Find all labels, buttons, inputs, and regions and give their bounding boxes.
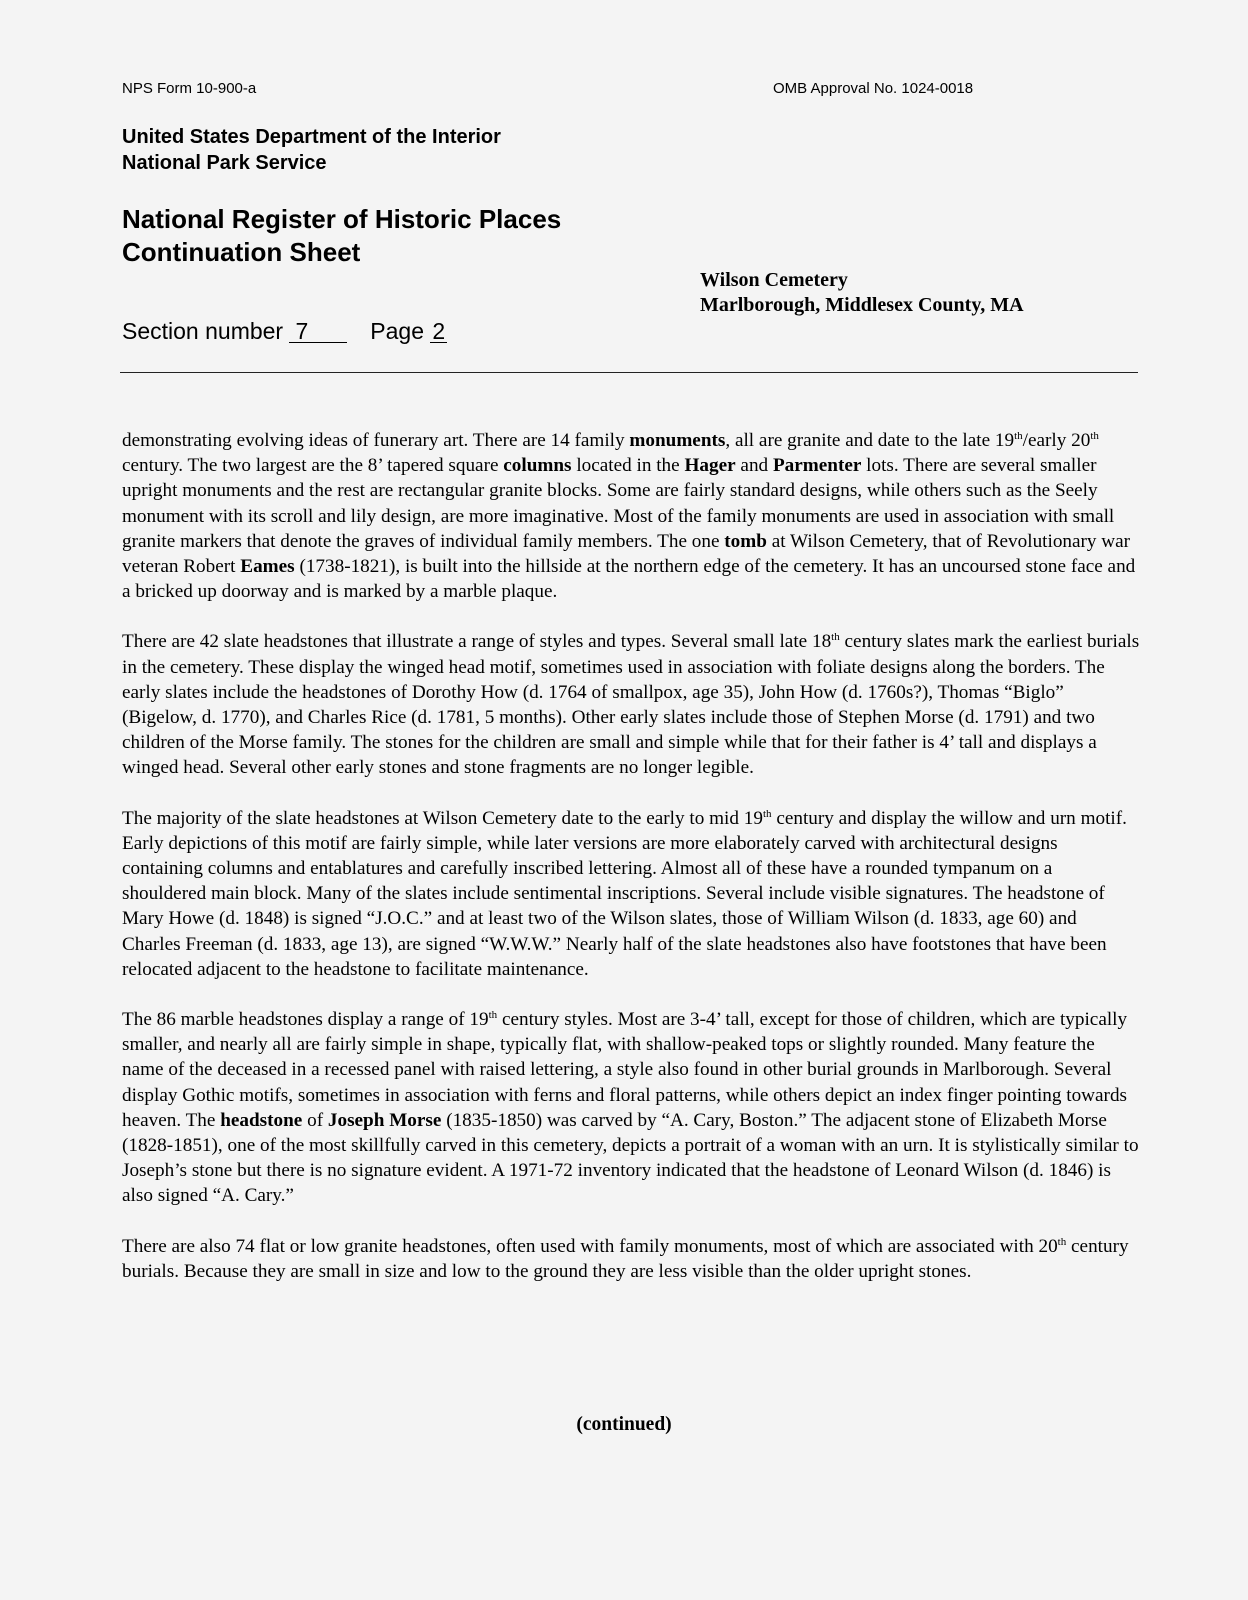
text-run: There are also 74 flat or low granite headstones, often used with family monuments, most of which are associated with 20: [122, 1235, 1058, 1257]
omb-approval-number: OMB Approval No. 1024-0018: [773, 80, 974, 97]
continued-note: (continued): [576, 1414, 672, 1435]
text-run: century burials. Because they are small in size and low to the ground they are less visible than the older upright stones.: [122, 1235, 1129, 1282]
document-title: [122, 203, 561, 269]
superscript-ordinal: th: [1057, 1235, 1067, 1248]
bold-term: tomb: [724, 530, 767, 552]
bold-term: Hager: [684, 455, 736, 477]
text-run: and: [735, 455, 773, 477]
text-run: (1738-1821), is built into the hillside at the northern edge of the cemetery. It has an uncoursed stone face and a bricked up doorway and is marked by a marble plaque.: [122, 556, 1136, 603]
bold-term: Parmenter: [772, 455, 862, 477]
section-page-line: [122, 318, 447, 345]
superscript-ordinal: th: [488, 1009, 498, 1022]
text-run: located in the: [571, 455, 685, 477]
bold-term: monuments: [629, 430, 726, 451]
property-info: [700, 268, 1024, 318]
text-run: The 86 marble headstones display a range of 19: [122, 1009, 489, 1031]
superscript-ordinal: th: [1014, 430, 1023, 442]
superscript-ordinal: th: [831, 631, 840, 644]
text-run: of: [302, 1109, 328, 1131]
superscript-ordinal: th: [762, 807, 772, 820]
body-paragraph: [122, 428, 1140, 604]
page-label: Page: [370, 318, 424, 344]
bold-term: Joseph Morse: [327, 1109, 442, 1131]
body-paragraph: [122, 1234, 1140, 1284]
text-run: century slates mark the earliest burials in the cemetery. These display the winged head motif, sometimes used in association with foliate designs along the borders. The early slates include the headstones of Dorothy How (d. 1764 of smallpox, age 35), John How (d. 1760s?), Thomas “Biglo” (Bigelow, d. 1770), and Charles Rice (d. 1781, 5 months). Other early slates include those of Stephen Morse (d. 1791) and two children of the Morse family. The stones for the children are small and simple while that for their father is 4’ tall and displays a winged head. Several other early stones and stone fragments are no longer legible.: [122, 631, 1140, 779]
title-line-2: Continuation Sheet: [122, 237, 361, 267]
text-run: demonstrating evolving ideas of funerary art. There are 14 family: [122, 430, 630, 451]
text-run: (1835-1850) was carved by “A. Cary, Boston.” The adjacent stone of Elizabeth Morse (1828-1851), one of the most skillfully carved in this cemetery, depicts a portrait of a woman with an urn. It is stylistically similar to Joseph’s stone but there is no signature evident. A 1971-72 inventory indicated that the headstone of Leonard Wilson (d. 1846) is also signed “A. Cary.”: [122, 1109, 1139, 1207]
property-name: Wilson Cemetery: [700, 269, 848, 291]
header-divider: [120, 372, 1138, 373]
title-line-1: National Register of Historic Places: [122, 204, 562, 234]
page-number: 2: [432, 318, 446, 344]
text-run: at Wilson Cemetery, that of Revolutionary war veteran Robert: [122, 530, 1131, 578]
bold-term: headstone: [220, 1109, 303, 1131]
body-paragraph: [122, 1007, 1140, 1209]
text-run: /early 20: [1022, 430, 1091, 451]
body-paragraph: [122, 806, 1140, 982]
bold-term: Eames: [240, 556, 295, 578]
section-label: Section number: [122, 318, 284, 344]
superscript-ordinal: th: [1090, 430, 1099, 442]
property-location: Marlborough, Middlesex County, MA: [700, 294, 1024, 316]
form-number: NPS Form 10-900-a: [122, 80, 257, 97]
text-run: century. The two largest are the 8’ tapered square: [122, 455, 504, 477]
section-number: 7: [289, 320, 347, 343]
department-name: United States Department of the Interior: [122, 126, 501, 148]
body-paragraph: [122, 629, 1140, 780]
bold-term: columns: [503, 455, 572, 477]
agency-header: [122, 124, 501, 176]
text-run: lots. There are several smaller upright monuments and the rest are rectangular granite blocks. Some are fairly standard designs, while others such as the Seely monument with its scroll and lily design, are more imaginative. Most of the family monuments are used in association with small granite markers that denote the graves of individual family members. The one: [122, 455, 1115, 552]
text-run: The majority of the slate headstones at Wilson Cemetery date to the early to mid 19: [122, 807, 763, 829]
text-run: , all are granite and date to the late 19: [725, 430, 1015, 451]
text-run: century styles. Most are 3-4’ tall, except for those of children, which are typically smaller, and nearly all are fairly simple in shape, typically flat, with shallow-peaked tops or slightly rounded. Many feature the name of the deceased in a recessed panel with raised lettering, a style also found in other burial grounds in Marlborough. Several display Gothic motifs, sometimes in association with ferns and floral patterns, while others depict an index finger pointing towards heaven. The: [122, 1009, 1128, 1131]
agency-name: National Park Service: [122, 152, 327, 174]
text-run: century and display the willow and urn motif. Early depictions of this motif are fairly simple, while later versions are more elaborately carved with architectural designs containing columns and entablatures and carefully inscribed lettering. Almost all of these have a rounded tympanum on a shouldered main block. Many of the slates include sentimental inscriptions. Several include visible signatures. The headstone of Mary Howe (d. 1848) is signed “J.O.C.” and at least two of the Wilson slates, those of William Wilson (d. 1833, age 60) and Charles Freeman (d. 1833, age 13), are signed “W.W.W.” Nearly half of the slate headstones also have footstones that have been relocated adjacent to the headstone to facilitate maintenance.: [122, 807, 1127, 980]
body-text: [122, 428, 1140, 1309]
text-run: There are 42 slate headstones that illustrate a range of styles and types. Several small late 18: [122, 631, 832, 653]
